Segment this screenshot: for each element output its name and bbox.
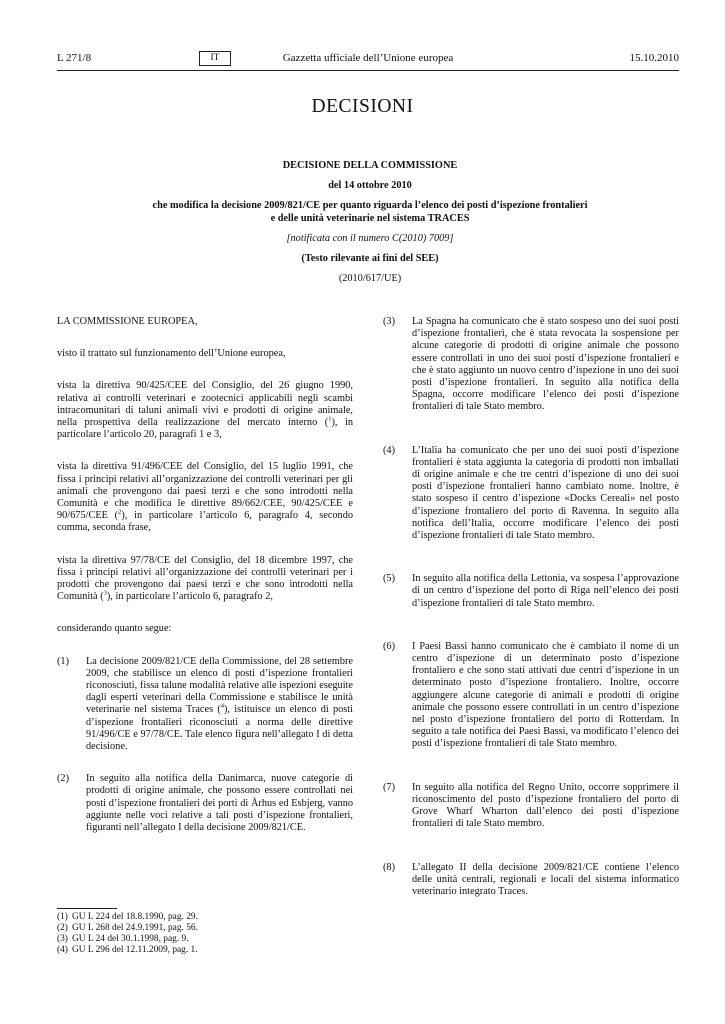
footnote-number: (4) [57, 945, 68, 955]
recital-6 [383, 641, 679, 751]
visto-directive-90-425 [57, 380, 353, 441]
recital-number: (8) [383, 861, 396, 873]
footnote-ref: 1 [328, 415, 332, 423]
decision-date: del 14 ottobre 2010 [328, 180, 412, 192]
footnote [57, 945, 353, 956]
intro-text: LA COMMISSIONE EUROPEA, [57, 316, 198, 327]
recital-1-text-b: ), istituisce un elenco di posti d’ispezione frontalieri riconosciuti a norma delle direttive 91/496/CE e 97/78/CE. Tale elenco figura nell’allegato I di detta decisione. [86, 704, 353, 753]
footnote-number: (1) [57, 912, 68, 922]
recital-3 [383, 316, 679, 414]
visto-treaty: visto il trattato sul funzionamento dell’Unione europea, [57, 348, 286, 360]
decision-subject-line-2: e delle unità veterinarie nel sistema TRACES [270, 212, 470, 224]
visto-directive-97-78 [57, 555, 353, 604]
recital-number: (1) [57, 655, 70, 667]
eea-relevance: (Testo rilevante ai fini del SEE) [301, 253, 439, 265]
left-column [57, 316, 353, 834]
recital-number: (4) [383, 444, 396, 456]
recital-number: (5) [383, 573, 396, 585]
header-divider [57, 70, 679, 71]
recital-1-text-a: La decisione 2009/821/CE della Commissione, del 28 settembre 2009, che stabilisce un elenco di posti d’ispezione frontalieri riconosciuti, fissa talune modalità relative alle ispezioni eseguite dagli esperti veterinari della Commissione e stabilisce le unità veterinarie nel sistema Traces ( [86, 655, 353, 716]
recital-number: (2) [57, 773, 70, 785]
footnote [57, 923, 353, 934]
footnote-divider [57, 908, 117, 909]
recital-6-text: I Paesi Bassi hanno comunicato che è cambiato il nome di un centro d’ispezione di un determinato posto d’ispezione frontaliero e che sono stati attivati due centri d’ispezione in un determinato posto d’ispezione frontaliero. Inoltre, occorre aggiungere alcune categorie di animali e prodotti di origine animale che possono essere controllati in un centro d’ispezione nel posto d’ispezione frontaliero del porto di Rotterdam. In seguito a tale notifica dei Paesi Bassi, va modificato l’elenco dei posti d’ispezione frontalieri di tale Stato membro. [412, 640, 679, 750]
visto-directive-97-78-text-b: ), in particolare l’articolo 6, paragrafo 2, [106, 591, 273, 603]
recital-2 [57, 773, 353, 834]
page-header [57, 52, 679, 68]
visto-directive-91-496-text-a: vista la direttiva 91/496/CEE del Consiglio, del 15 luglio 1991, che fissa i principi relativi all’organizzazione dei controlli veterinari per gli animali che provengono dai paesi terzi e che sono introdotti nella Comunità e che modifica le direttive 89/662/CEE, 90/425/CEE e 90/675/CEE ( [57, 461, 353, 522]
recital-number: (7) [383, 781, 396, 793]
recital-1 [57, 656, 353, 754]
footnote-text: GU L 24 del 30.1.1998, pag. 9. [72, 934, 189, 944]
recital-7 [383, 782, 679, 831]
decision-heading: DECISIONE DELLA COMMISSIONE [282, 160, 458, 171]
decision-number: (2010/617/UE) [338, 273, 402, 285]
recital-5-text: In seguito alla notifica della Lettonia, va sospesa l’approvazione di un centro d’ispezione del porto di Riga nell’elenco dei posti d’ispezione frontalieri di tale Stato membro. [412, 573, 679, 609]
footnote-text: GU L 296 del 12.11.2009, pag. 1. [72, 945, 198, 955]
right-column [383, 316, 679, 898]
decision-subject-line-1: che modifica la decisione 2009/821/CE per quanto riguarda l’elenco dei posti d’ispezione frontalieri [152, 200, 588, 212]
section-title: DECISIONI [311, 96, 414, 117]
considerando-intro: considerando quanto segue: [57, 623, 172, 635]
recital-7-text: In seguito alla notifica del Regno Unito, occorre sopprimere il riconoscimento del posto d’ispezione frontaliero del porto di Grove Wharf Wharton dall’elenco dei posti d’ispezione frontalieri di tale Stato membro. [412, 781, 679, 830]
recital-8 [383, 862, 679, 899]
recital-3-text: La Spagna ha comunicato che è stato sospeso uno dei suoi posti d’ispezione frontalieri, che è stata revocata la sospensione per alcune categorie di prodotti di origine animale che possono essere controllati in uno dei suoi posti d’ispezione frontalieri e che è stato aggiunto un nuovo centro d’ispezione in uno dei suoi posti d’ispezione frontalieri. In seguito alla notifica della Spagna, occorre modificare l’elenco dei posti d’ispezione frontalieri di tale Stato membro. [412, 316, 679, 413]
footnote-number: (2) [57, 923, 68, 933]
decision-title-block [90, 160, 650, 285]
footnote-ref: 3 [103, 589, 107, 597]
footnote-ref: 4 [220, 703, 224, 711]
recital-5 [383, 573, 679, 610]
recital-4-text: L’Italia ha comunicato che per uno dei suoi posti d’ispezione frontalieri è stata aggiunta la categoria di prodotti non imballati di origine animale e che tre centri d’ispezione di uno dei suoi posti d’ispezione frontalieri hanno cambiato nome. Inoltre, è stato sospeso il centro d’ispezione «Docks Cereali» nel posto d’ispezione frontaliero del porto di Ravenna. In seguito alla notifica dell’Italia, occorre modificare l’elenco dei posti d’ispezione frontalieri di tale Stato membro. [412, 444, 679, 542]
footnote [57, 912, 353, 923]
footnote-ref: 2 [118, 508, 122, 516]
recital-8-text: L’allegato II della decisione 2009/821/CE contiene l’elenco delle unità centrali, regionali e locali del sistema informatico veterinario integrato Traces. [412, 861, 679, 897]
recital-number: (3) [383, 316, 396, 327]
footnote-number: (3) [57, 934, 68, 944]
footnote [57, 934, 353, 945]
visto-directive-91-496-text-b: ), in particolare l’articolo 6, paragrafo 4, secondo comma, seconda frase, [57, 510, 353, 534]
footnote-text: GU L 224 del 18.8.1990, pag. 29. [72, 912, 198, 922]
page-reference: L 271/8 [57, 52, 92, 64]
footnote-text: GU L 268 del 24.9.1991, pag. 56. [72, 923, 198, 933]
recital-number: (6) [383, 640, 396, 652]
journal-name: Gazzetta ufficiale dell’Unione europea [282, 52, 454, 64]
recital-4 [383, 445, 679, 543]
visto-directive-91-496 [57, 461, 353, 534]
notification-number: [notificata con il numero C(2010) 7009] [286, 232, 454, 244]
footnotes [57, 912, 353, 956]
language-badge: IT [199, 51, 231, 66]
visto-directive-90-425-text-b: ), in particolare l’articolo 20, paragrafi 1 e 3, [57, 417, 353, 441]
visto-directive-90-425-text-a: vista la direttiva 90/425/CEE del Consiglio, del 26 giugno 1990, relativa ai controlli veterinari e zootecnici applicabili negli scambi intracomunitari di taluni animali vivi e prodotti di origine animale, nella prospettiva della realizzazione del mercato interno ( [57, 380, 353, 429]
recital-2-text: In seguito alla notifica della Danimarca, nuove categorie di prodotti di origine animale, che possono essere controllati nei posti d’ispezione frontalieri dei porti di Århus ed Esbjerg, vanno aggiunte nelle voci relative a tali posti d’ispezione frontalieri, figuranti nell’allegato I della decisione 2009/821/CE. [86, 773, 353, 834]
visto-directive-97-78-text-a: vista la direttiva 97/78/CE del Consiglio, del 18 dicembre 1997, che fissa i principi relativi all’organizzazione dei controlli veterinari per i prodotti che provengono dai paesi terzi e che sono introdotti nella Comunità ( [57, 554, 353, 603]
publication-date: 15.10.2010 [629, 52, 679, 64]
